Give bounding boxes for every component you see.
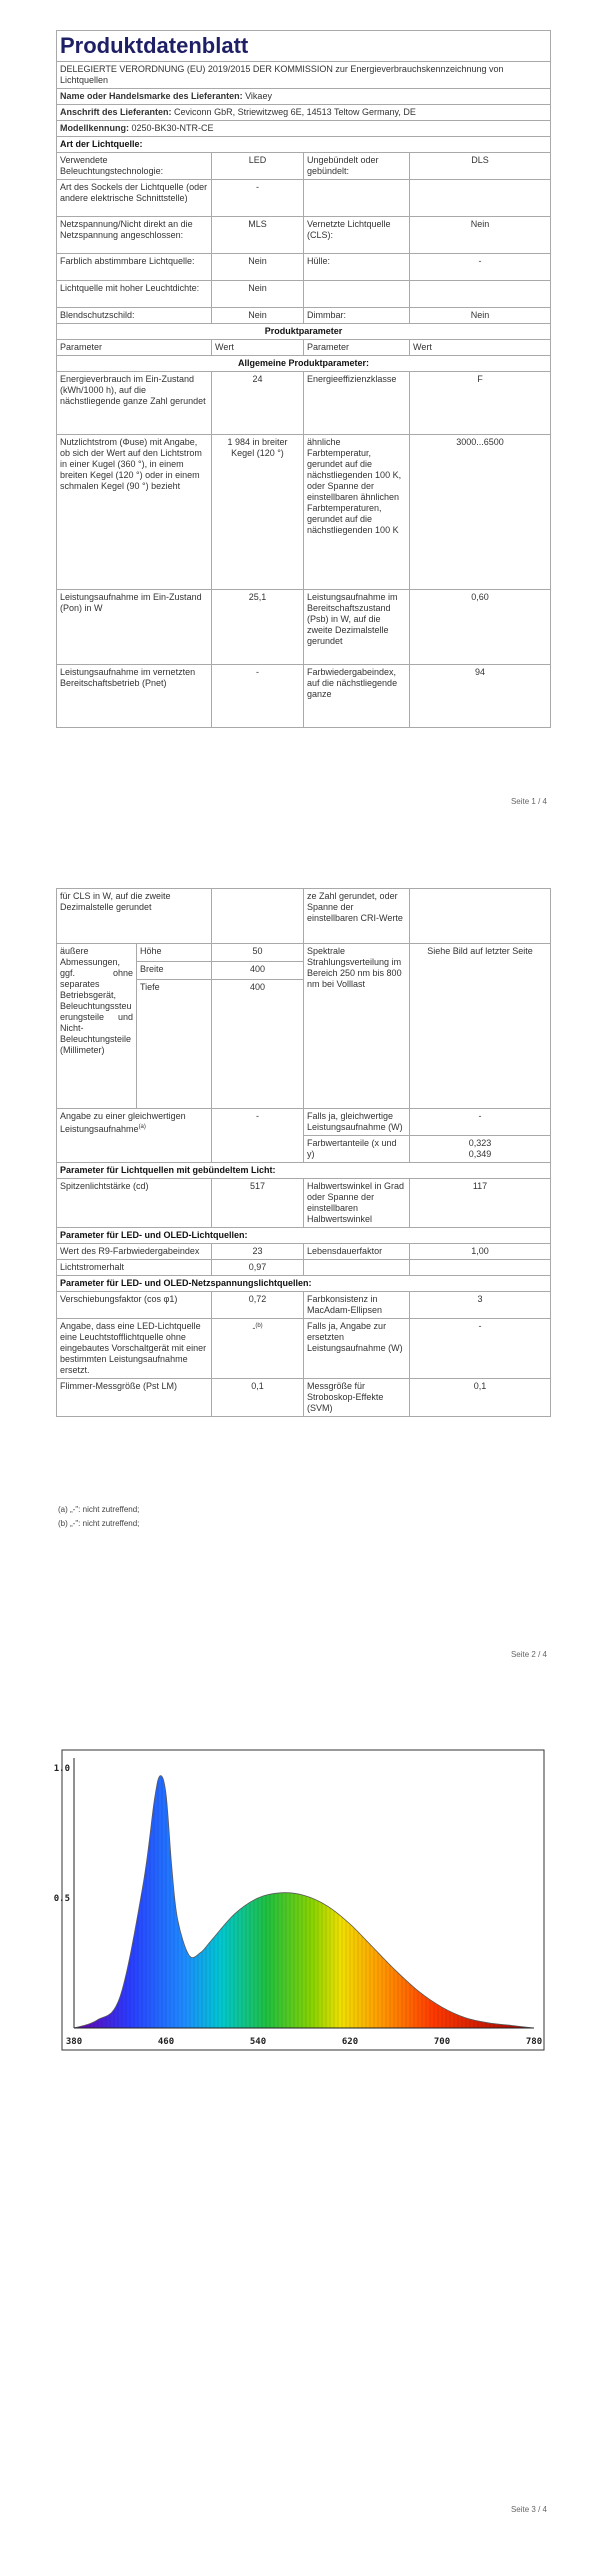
model-value: 0250-BK30-NTR-CE <box>131 123 214 133</box>
regulation-text: DELEGIERTE VERORDNUNG (EU) 2019/2015 DER KOMMISSION zur Energieverbrauchskennzeichnung von Lichtquellen <box>57 62 551 89</box>
x-tick-label: 540 <box>249 2037 267 2047</box>
row-param-label: Energieverbrauch im Ein-Zustand (kWh/1000 h), auf die nächstliegende ganze Zahl gerundet <box>57 372 212 435</box>
spectral-value: Siehe Bild auf letzter Seite <box>410 944 551 1109</box>
row-param-label-2: Farbwiedergabeindex, auf die nächstliegende ganze <box>304 665 410 728</box>
row-value: - <box>212 180 304 217</box>
spectral-label: Spektrale Strahlungsverteilung im Bereich 250 nm bis 800 nm bei Volllast <box>304 944 410 1109</box>
x-tick-label: 460 <box>157 2037 175 2047</box>
displacement-factor-label: Verschiebungsfaktor (cos φ1) <box>57 1292 212 1319</box>
r9-value: 23 <box>212 1244 304 1260</box>
row-value: Nein <box>212 281 304 308</box>
page-number-2: Seite 2 / 4 <box>510 1650 547 1659</box>
col-param-header: Parameter <box>57 340 212 356</box>
row-value-2 <box>410 281 551 308</box>
col-param-header-2: Parameter <box>304 340 410 356</box>
supplier-label: Name oder Handelsmarke des Lieferanten: <box>60 91 243 101</box>
row-value-2: 0,60 <box>410 590 551 665</box>
row-param-label: Verwendete Beleuchtungstechnologie: <box>57 153 212 180</box>
type-rows <box>57 153 551 324</box>
row-value-2: - <box>410 254 551 281</box>
chromaticity-label: Farbwertanteile (x und y) <box>304 1136 410 1163</box>
r9-label: Wert des R9-Farbwiedergabeindex <box>57 1244 212 1260</box>
lumen-maintenance-value: 0,97 <box>212 1260 304 1276</box>
led-header: Parameter für LED- und OLED-Lichtquellen: <box>57 1228 551 1244</box>
page-number-1: Seite 1 / 4 <box>510 797 547 806</box>
table-row <box>57 180 551 217</box>
y-tick-label: 0.5 <box>54 1894 70 1904</box>
spectrum-fill <box>74 1758 534 2038</box>
equiv-power-label: Angabe zu einer gleichwertigen Leistungsaufnahme <box>60 1111 186 1134</box>
row-value: LED <box>212 153 304 180</box>
table-row <box>57 372 551 435</box>
color-consistency-label: Farbkonsistenz in MacAdam-Ellipsen <box>304 1292 410 1319</box>
table-row <box>57 217 551 254</box>
row-param-label: Leistungsaufnahme im vernetzten Bereitschaftsbetrieb (Pnet) <box>57 665 212 728</box>
table-row <box>57 590 551 665</box>
general-rows <box>57 372 551 728</box>
cri-label-cont: ze Zahl gerundet, oder Spanne der einstellbaren CRI-Werte <box>304 889 410 944</box>
product-datasheet-table <box>56 30 551 728</box>
table-row <box>57 665 551 728</box>
peak-intensity-value: 517 <box>212 1179 304 1228</box>
dim-name: Höhe <box>137 944 212 962</box>
replacement-claim-label: Angabe, dass eine LED-Lichtquelle eine Leuchtstofflichtquelle ohne eingebautes Vorschaltgerät mit einer bestimmten Leistungsaufnahme ersetzt. <box>57 1319 212 1379</box>
chromaticity-y: 0,349 <box>468 1149 492 1159</box>
mains-header: Parameter für LED- und OLED-Netzspannungslichtquellen: <box>57 1276 551 1292</box>
row-param-label-2: Vernetzte Lichtquelle (CLS): <box>304 217 410 254</box>
flicker-label: Flimmer-Messgröße (Pst LM) <box>57 1379 212 1417</box>
row-param-label: Blendschutzschild: <box>57 308 212 324</box>
row-value: Nein <box>212 254 304 281</box>
replacement-power-value: - <box>410 1319 551 1379</box>
row-param-label-2 <box>304 281 410 308</box>
replacement-power-label: Falls ja, Angabe zur ersetzten Leistungsaufnahme (W) <box>304 1319 410 1379</box>
row-param-label-2: Ungebündelt oder gebündelt: <box>304 153 410 180</box>
table-row <box>57 281 551 308</box>
row-value-2: 94 <box>410 665 551 728</box>
equiv-power-value: - <box>212 1109 304 1163</box>
equiv-footnote-ref: (a) <box>138 1124 146 1130</box>
address-value: Ceviconn GbR, Striewitzweg 6E, 14513 Teltow Germany, DE <box>174 107 416 117</box>
x-tick-label: 620 <box>341 2037 359 2047</box>
beam-angle-label: Halbwertswinkel in Grad oder Spanne der einstellbaren Halbwertswinkel <box>304 1179 410 1228</box>
params-header: Produktparameter <box>57 324 551 340</box>
supplier-value: Vikaey <box>245 91 272 101</box>
row-value-2: DLS <box>410 153 551 180</box>
row-param-label-2: Leistungsaufnahme im Bereitschaftszustand (Psb) in W, auf die zweite Dezimalstelle gerundet <box>304 590 410 665</box>
x-tick-labels <box>66 2037 542 2047</box>
general-params-header: Allgemeine Produktparameter: <box>57 356 551 372</box>
stroboscopic-label: Messgröße für Stroboskop-Effekte (SVM) <box>304 1379 410 1417</box>
row-value-2: Nein <box>410 217 551 254</box>
peak-intensity-label: Spitzenlichtstärke (cd) <box>57 1179 212 1228</box>
row-value: 24 <box>212 372 304 435</box>
row-value: - <box>212 665 304 728</box>
x-tick-label: 700 <box>433 2037 451 2047</box>
col-value-header: Wert <box>212 340 304 356</box>
table-row <box>57 153 551 180</box>
dim-name: Breite <box>137 962 212 980</box>
row-value-2 <box>410 180 551 217</box>
row-value-2: F <box>410 372 551 435</box>
x-tick-label: 380 <box>65 2037 83 2047</box>
displacement-factor-value: 0,72 <box>212 1292 304 1319</box>
page-1 <box>0 0 603 830</box>
page-number-3: Seite 3 / 4 <box>510 2505 547 2514</box>
spectral-distribution-chart <box>54 1748 554 2068</box>
row-value: 25,1 <box>212 590 304 665</box>
survival-factor-label: Lebensdauerfaktor <box>304 1244 410 1260</box>
row-param-label: Nutzlichtstrom (Φuse) mit Angabe, ob sich der Wert auf den Lichtstrom in einer Kugel (360 °), in einem breiten Kegel (120 °) oder in einem schmalen Kegel (90 °) bezieht <box>57 435 212 590</box>
row-param-label-2 <box>304 180 410 217</box>
stroboscopic-value: 0,1 <box>410 1379 551 1417</box>
row-param-label: Farblich abstimmbare Lichtquelle: <box>57 254 212 281</box>
x-tick-label: 780 <box>525 2037 543 2047</box>
address-label: Anschrift des Lieferanten: <box>60 107 172 117</box>
row-param-label-2: Energieeffizienzklasse <box>304 372 410 435</box>
dim-value: 50 <box>212 944 304 962</box>
equiv-power-if-yes-label: Falls ja, gleichwertige Leistungsaufnahme (W) <box>304 1109 410 1136</box>
dim-name: Tiefe <box>137 980 212 1109</box>
page-title: Produktdatenblatt <box>60 33 249 58</box>
row-param-label-2: Hülle: <box>304 254 410 281</box>
dim-value: 400 <box>212 980 304 1109</box>
equiv-power-if-yes-value: - <box>410 1109 551 1136</box>
chromaticity-x: 0,323 <box>468 1138 492 1148</box>
page-3 <box>0 1700 603 2550</box>
type-header: Art der Lichtquelle: <box>57 137 551 153</box>
row-value: MLS <box>212 217 304 254</box>
row-value: 1 984 in breiter Kegel (120 °) <box>212 435 304 590</box>
footnote-b: (b) „-": nicht zutreffend; <box>58 1519 140 1528</box>
row-value: Nein <box>212 308 304 324</box>
dimensions-label: äußere Abmessungen, ggf. ohne separates Betriebsgerät, Beleuchtungssteuerungsteile und Nicht-Beleuchtungsteile (Millimeter) <box>57 944 137 1109</box>
replacement-claim-value: - <box>252 1323 256 1333</box>
footnote-a: (a) „-": nicht zutreffend; <box>58 1505 140 1514</box>
row-param-label: Leistungsaufnahme im Ein-Zustand (Pon) in W <box>57 590 212 665</box>
row-param-label-2: Dimmbar: <box>304 308 410 324</box>
table-row <box>57 308 551 324</box>
row-param-label-2: ähnliche Farbtemperatur, gerundet auf die nächstliegenden 100 K, oder Spanne der einstellbaren ähnlichen Farbtemperaturen, gerundet auf die nächstliegenden 100 K <box>304 435 410 590</box>
row-value-2: Nein <box>410 308 551 324</box>
row-param-label: Lichtquelle mit hoher Leuchtdichte: <box>57 281 212 308</box>
dim-value: 400 <box>212 962 304 980</box>
beam-angle-value: 117 <box>410 1179 551 1228</box>
model-label: Modellkennung: <box>60 123 129 133</box>
row-value-2: 3000...6500 <box>410 435 551 590</box>
table-row <box>57 435 551 590</box>
row-param-label: Netzspannung/Nicht direkt an die Netzspannung angeschlossen: <box>57 217 212 254</box>
product-datasheet-table-continued <box>56 888 551 1417</box>
lumen-maintenance-label: Lichtstromerhalt <box>57 1260 212 1276</box>
page-2 <box>0 880 603 1680</box>
flicker-value: 0,1 <box>212 1379 304 1417</box>
survival-factor-value: 1,00 <box>410 1244 551 1260</box>
y-tick-label: 1.0 <box>54 1764 70 1774</box>
row-param-label: Art des Sockels der Lichtquelle (oder andere elektrische Schnittstelle) <box>57 180 212 217</box>
col-value-header-2: Wert <box>410 340 551 356</box>
directional-header: Parameter für Lichtquellen mit gebündeltem Licht: <box>57 1163 551 1179</box>
table-row <box>57 254 551 281</box>
cls-standby-label-cont: für CLS in W, auf die zweite Dezimalstelle gerundet <box>57 889 212 944</box>
replacement-footnote-ref: (b) <box>255 1323 263 1329</box>
color-consistency-value: 3 <box>410 1292 551 1319</box>
